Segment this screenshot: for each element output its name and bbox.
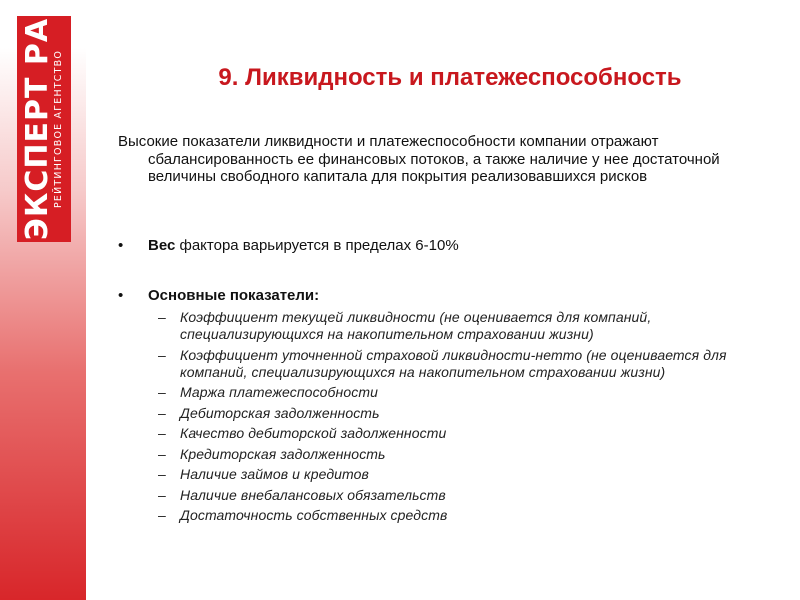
list-item: – Коэффициент уточненной страховой ликвидности-нетто (не оценивается для компаний, специализирующихся на накопительном страховании жизни) — [158, 346, 727, 380]
intro-paragraph: Высокие показатели ликвидности и платежеспособности компании отражают сбалансированность ее финансовых потоков, а также наличие у нее достаточной величины свободного капитала для покрытия реализовавшихся рисков — [118, 133, 720, 185]
list-item: – Качество дебиторской задолженности — [158, 425, 447, 441]
list-item: – Наличие займов и кредитов — [158, 466, 369, 482]
dash-icon: – — [158, 309, 166, 325]
weight-label: Вес — [148, 237, 176, 254]
list-item: – Коэффициент текущей ликвидности (не оценивается для компаний, специализирующихся на накопительном страховании жизни) — [158, 309, 652, 342]
indicators-list — [158, 309, 768, 528]
factor-weight-text — [148, 237, 459, 255]
logo-text-block — [17, 16, 71, 242]
weight-range-text: фактора варьируется в пределах 6-10% — [175, 237, 459, 254]
logo-main-text: ЭКСПЕРТ РА — [20, 17, 55, 241]
dash-icon: – — [158, 507, 166, 523]
dash-icon: – — [158, 384, 166, 400]
sidebar-gradient-band — [0, 0, 86, 600]
logo-subtitle-text: РЕЙТИНГОВОЕ АГЕНТСТВО — [53, 49, 64, 209]
bullet-dot-icon: • — [118, 287, 124, 304]
list-item: – Дебиторская задолженность — [158, 404, 380, 421]
dash-icon: – — [158, 346, 166, 363]
dash-icon: – — [158, 404, 166, 421]
expert-ra-logo — [17, 16, 71, 242]
dash-icon: – — [158, 425, 166, 441]
indicators-heading: Основные показатели: — [148, 287, 320, 304]
dash-icon: – — [158, 466, 166, 482]
list-item: – Наличие внебалансовых обязательств — [158, 486, 446, 503]
list-item: – Маржа платежеспособности — [158, 384, 378, 400]
bullet-dot-icon: • — [118, 237, 124, 254]
list-item: – Кредиторская задолженность — [158, 445, 386, 462]
slide-title: 9. Ликвидность и платежеспособность — [218, 64, 682, 91]
dash-icon: – — [158, 486, 166, 503]
list-item: – Достаточность собственных средств — [158, 507, 448, 523]
dash-icon: – — [158, 445, 166, 462]
